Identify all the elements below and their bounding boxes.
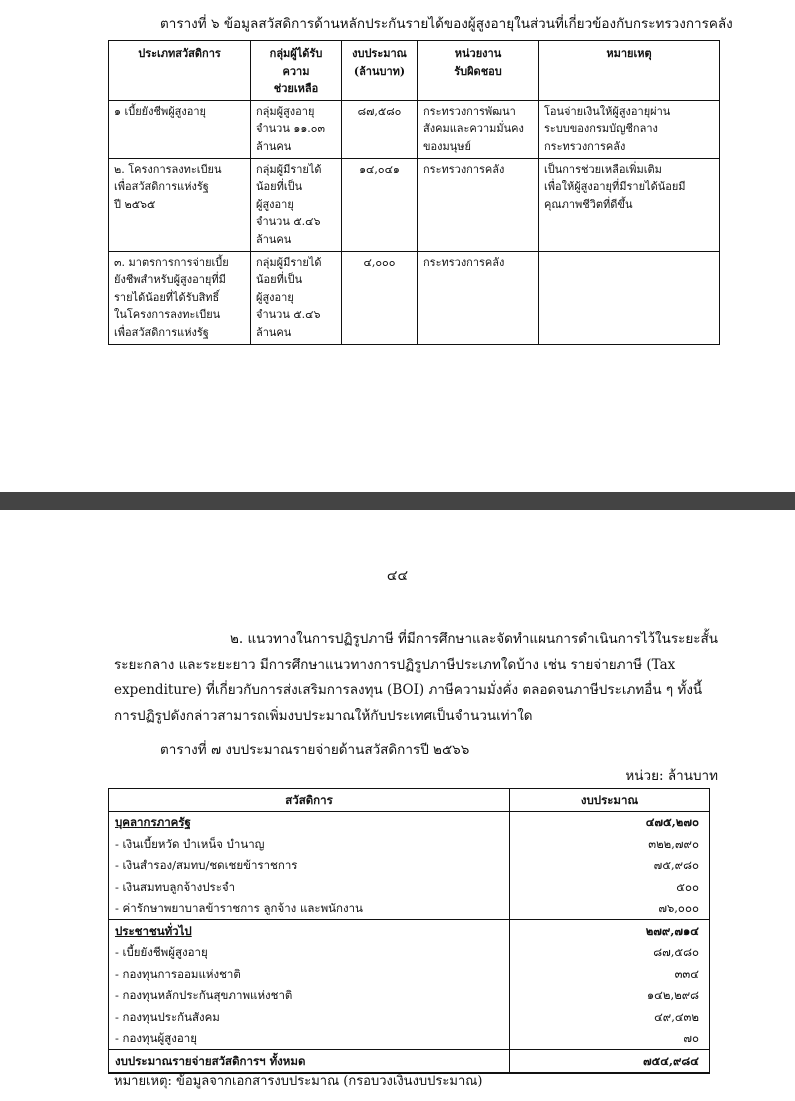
cell-recipient-group: [251, 158, 342, 251]
cell-welfare-type: [109, 100, 251, 158]
item-row: [109, 985, 710, 1007]
group-name: [109, 920, 510, 942]
total-value: ๗๕๔,๙๘๔: [510, 1050, 710, 1073]
table-6-row: [109, 251, 720, 344]
cell-agency-line: กระทรวงการคลัง: [423, 162, 505, 176]
cell-recipient-group-line: ล้านคน: [256, 325, 292, 339]
item-row: [109, 1006, 710, 1028]
header-budget: [342, 41, 418, 101]
cell-remark: [539, 158, 720, 251]
cell-recipient-group-line: ล้านคน: [256, 139, 292, 153]
header-remark: หมายเหตุ: [539, 41, 720, 101]
cell-recipient-group: [251, 251, 342, 344]
cell-remark: [539, 251, 720, 344]
unit-label: หน่วย: ล้านบาท: [625, 768, 718, 784]
paragraph-line: ระยะกลาง และระยะยาว มีการศึกษาแนวทางการปฏิรูปภาษีประเภทใดบ้าง เช่น รายจ่ายภาษี (Tax: [114, 656, 676, 673]
cell-welfare-type: [109, 158, 251, 251]
table-6-caption: ตารางที่ ๖ ข้อมูลสวัสดิการด้านหลักประกันรายได้ของผู้สูงอายุในส่วนที่เกี่ยวข้องกับกระทรวงการคลัง: [160, 16, 733, 32]
cell-recipient-group-line: ผู้สูงอายุ: [256, 197, 294, 211]
item-row: [109, 1028, 710, 1050]
cell-agency-line: กระทรวงการคลัง: [423, 255, 505, 269]
item-row: [109, 942, 710, 964]
cell-welfare-type-line: ยังชีพสำหรับผู้สูงอายุที่มี: [114, 273, 226, 287]
paragraph-line: expenditure) ที่เกี่ยวกับการส่งเสริมการลงทุน (BOI) ภาษีความมั่งคั่ง ตลอดจนภาษีประเภทอื่น ๆ ทั้งนี้: [114, 682, 703, 699]
group-row: [109, 920, 710, 942]
item-label: - กองทุนหลักประกันสุขภาพแห่งชาติ: [109, 985, 510, 1007]
table-7-header-row: [109, 789, 710, 812]
item-row: [109, 855, 710, 877]
item-label: - เงินเบี้ยหวัด บำเหน็จ บำนาญ: [109, 833, 510, 855]
item-label: - กองทุนการออมแห่งชาติ: [109, 963, 510, 985]
item-label: - กองทุนประกันสังคม: [109, 1006, 510, 1028]
cell-agency: [418, 251, 539, 344]
header-group-line: ช่วยเหลือ: [273, 82, 319, 96]
cell-welfare-type-line: รายได้น้อยที่ได้รับสิทธิ์: [114, 290, 220, 304]
group-name-text: ประชาชนทั่วไป: [115, 923, 192, 938]
group-name: [109, 811, 510, 833]
cell-remark: [539, 100, 720, 158]
group-name-text: บุคลากรภาครัฐ: [115, 815, 191, 830]
header-budget-line: (ล้านบาท): [353, 64, 406, 78]
cell-agency-line: ของมนุษย์: [423, 139, 471, 153]
item-label: - เงินสมทบลูกจ้างประจำ: [109, 876, 510, 898]
document-page-2: [0, 510, 795, 1101]
header-group-line: กลุ่มผู้ได้รับ: [269, 47, 323, 60]
item-row: [109, 963, 710, 985]
cell-budget: ๑๔,๐๔๑: [342, 158, 418, 251]
item-value: ๗๖,๐๐๐: [510, 898, 710, 920]
item-value: ๕๐๐: [510, 876, 710, 898]
table-6: [108, 40, 720, 345]
cell-welfare-type-line: ในโครงการลงทะเบียน: [114, 308, 221, 322]
paragraph-line: ๒. แนวทางในการปฏิรูปภาษี ที่มีการศึกษาและจัดทำแผนการดำเนินการไว้ในระยะสั้น: [230, 631, 719, 647]
item-label: - เงินสำรอง/สมทบ/ชดเชยข้าราชการ: [109, 855, 510, 877]
header-budget-amount: งบประมาณ: [510, 789, 710, 812]
source-note: หมายเหตุ: ข้อมูลจากเอกสารงบประมาณ (กรอบวงเงินงบประมาณ): [114, 1074, 483, 1089]
item-value: ๓๒๒,๗๙๐: [510, 833, 710, 855]
item-row: [109, 876, 710, 898]
cell-welfare-type-line: ๓. มาตรการการจ่ายเบี้ย: [114, 255, 229, 269]
cell-recipient-group-line: กลุ่มผู้สูงอายุ: [256, 104, 315, 118]
cell-recipient-group-line: จำนวน ๕.๔๖: [256, 308, 321, 322]
paragraph-line: การปฏิรูปดังกล่าวสามารถเพิ่มงบประมาณให้กับประเทศเป็นจำนวนเท่าใด: [114, 707, 533, 724]
header-welfare-type: ประเภทสวัสดิการ: [109, 41, 251, 101]
group-row: [109, 811, 710, 833]
table-6-row: [109, 100, 720, 158]
cell-recipient-group-line: ผู้สูงอายุ: [256, 290, 294, 304]
document-page-1: [0, 0, 795, 492]
table-6-row: [109, 158, 720, 251]
group-total: ๒๗๙,๗๑๔: [510, 920, 710, 942]
cell-welfare-type-line: ปี ๒๕๖๕: [114, 197, 156, 211]
item-row: [109, 898, 710, 920]
tax-reform-paragraph: [114, 627, 720, 730]
header-budget-line: งบประมาณ: [352, 47, 407, 60]
cell-remark-line: โอนจ่ายเงินให้ผู้สูงอายุผ่าน: [544, 104, 671, 118]
header-agency: [418, 41, 539, 101]
page-gap: [0, 492, 795, 510]
cell-recipient-group-line: กลุ่มผู้มีรายได้: [256, 162, 322, 176]
table-7: [108, 788, 710, 1074]
cell-remark-line: เพื่อให้ผู้สูงอายุที่มีรายได้น้อยมี: [544, 180, 686, 194]
cell-recipient-group: [251, 100, 342, 158]
cell-agency-line: สังคมและความมั่นคง: [423, 122, 524, 136]
table-7-caption: ตารางที่ ๗ งบประมาณรายจ่ายด้านสวัสดิการปี ๒๕๖๖: [160, 742, 470, 758]
cell-remark-line: คุณภาพชีวิตที่ดีขึ้น: [544, 197, 633, 211]
total-label: งบประมาณรายจ่ายสวัสดิการฯ ทั้งหมด: [109, 1050, 510, 1073]
header-agency-line: รับผิดชอบ: [454, 64, 502, 78]
cell-remark-line: ระบบของกรมบัญชีกลาง: [544, 122, 658, 136]
item-label: - ค่ารักษาพยาบาลข้าราชการ ลูกจ้าง และพนักงาน: [109, 898, 510, 920]
item-row: [109, 833, 710, 855]
header-group-line: ความ: [282, 64, 310, 78]
cell-agency-line: กระทรวงการพัฒนา: [423, 104, 516, 118]
cell-welfare-type: [109, 251, 251, 344]
item-value: ๗๕,๙๘๐: [510, 855, 710, 877]
header-recipient-group: [251, 41, 342, 101]
cell-recipient-group-line: กลุ่มผู้มีรายได้: [256, 255, 322, 269]
table-7-body: [109, 811, 710, 1073]
cell-recipient-group-line: จำนวน ๑๑.๐๓: [256, 122, 326, 136]
cell-remark-line: กระทรวงการคลัง: [544, 139, 626, 153]
cell-welfare-type-line: เพื่อสวัสดิการแห่งรัฐ: [114, 180, 209, 194]
cell-welfare-type-line: ๑ เบี้ยยังชีพผู้สูงอายุ: [114, 104, 206, 118]
item-value: ๑๔๒,๒๙๘: [510, 985, 710, 1007]
item-value: ๘๗,๕๘๐: [510, 942, 710, 964]
cell-recipient-group-line: น้อยที่เป็น: [256, 273, 303, 287]
item-value: ๗๐: [510, 1028, 710, 1050]
cell-agency: [418, 100, 539, 158]
cell-recipient-group-line: น้อยที่เป็น: [256, 180, 303, 194]
cell-welfare-type-line: เพื่อสวัสดิการแห่งรัฐ: [114, 325, 209, 339]
group-total: ๔๗๕,๒๗๐: [510, 811, 710, 833]
cell-remark-line: เป็นการช่วยเหลือเพิ่มเติม: [544, 162, 662, 176]
cell-recipient-group-line: จำนวน ๕.๔๖: [256, 215, 321, 229]
page-number: ๔๔: [386, 568, 409, 584]
item-label: - เบี้ยยังชีพผู้สูงอายุ: [109, 942, 510, 964]
item-label: - กองทุนผู้สูงอายุ: [109, 1028, 510, 1050]
item-value: ๓๓๔: [510, 963, 710, 985]
header-welfare: สวัสดิการ: [109, 789, 510, 812]
cell-welfare-type-line: ๒. โครงการลงทะเบียน: [114, 162, 222, 176]
table-6-body: [109, 100, 720, 344]
cell-budget: ๔,๐๐๐: [342, 251, 418, 344]
cell-recipient-group-line: ล้านคน: [256, 232, 292, 246]
item-value: ๔๙,๔๓๒: [510, 1006, 710, 1028]
cell-agency: [418, 158, 539, 251]
cell-budget: ๘๗,๕๘๐: [342, 100, 418, 158]
table-6-header-row: [109, 41, 720, 101]
header-agency-line: หน่วยงาน: [454, 47, 502, 60]
